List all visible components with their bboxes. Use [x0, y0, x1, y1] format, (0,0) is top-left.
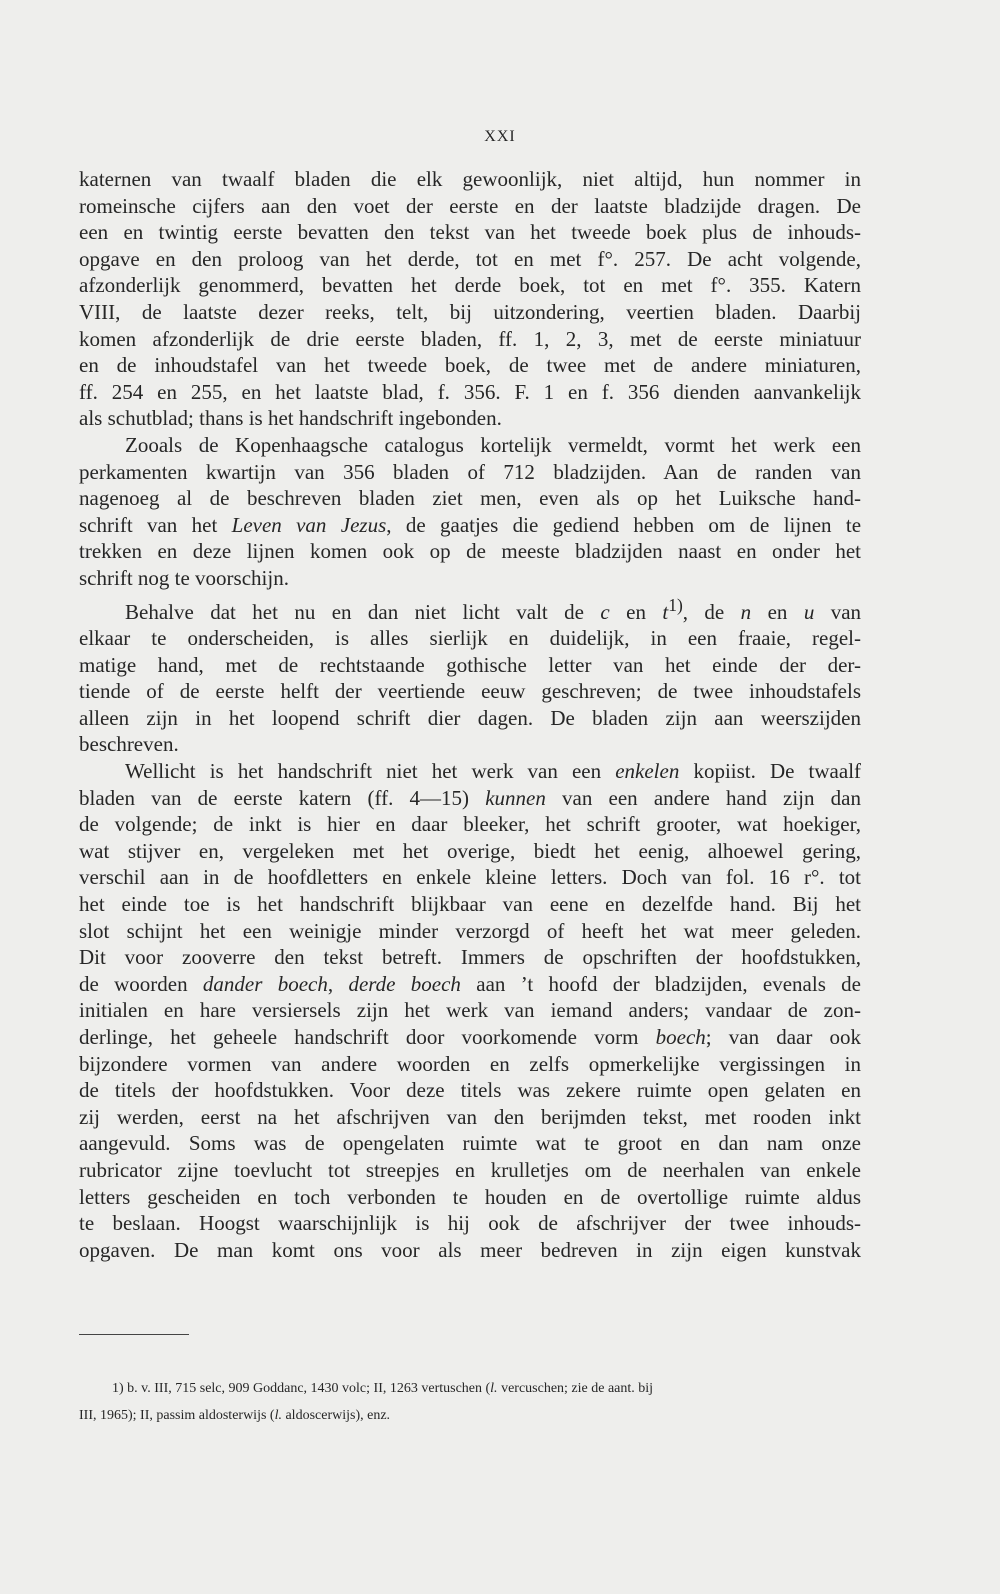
text-segment: ; van daar ook	[705, 1025, 862, 1049]
text-segment: derlinge, het geheele handschrift door voorkomende vorm	[79, 1025, 639, 1049]
text-line: afzonderlijk genommerd, bevatten het derde boek, tot en met f°. 355. Katern	[79, 273, 861, 298]
italic-word: kunnen	[485, 785, 546, 810]
text-segment: aldoscerwijs), enz.	[285, 1408, 391, 1423]
text-line: wat stijver en, vergeleken met het overige, biedt het eenig, alhoewel gering,	[79, 838, 861, 863]
text-line: bijzondere vormen van andere woorden en zelfs opmerkelijke vergissingen in	[79, 1051, 861, 1076]
text-line	[79, 1024, 861, 1051]
text-segment: Behalve dat het nu en dan niet licht valt de	[125, 599, 584, 624]
italic-title: Leven van Jezus	[231, 512, 387, 537]
text-segment: bladen van de eerste katern (ff. 4—15)	[79, 785, 469, 810]
text-line: Dit voor zooverre den tekst betreft. Immers de opschriften der hoofdstukken,	[79, 945, 861, 970]
italic-word: dander boech	[202, 971, 328, 996]
italic-letter: t	[662, 599, 669, 624]
footnote-separator	[79, 1334, 189, 1335]
text-line: tiende of de eerste helft der veertiende eeuw geschreven; de twee inhoudstafels	[79, 679, 861, 704]
text-segment: III, 1965); II, passim aldosterwijs (	[79, 1408, 275, 1423]
footnotes	[79, 1375, 861, 1429]
text-line: beschreven.	[79, 732, 179, 757]
text-segment: en	[767, 599, 788, 624]
text-line: slot schijnt het een weinigje minder verzorgd of heeft het wat meer geleden.	[79, 918, 861, 943]
italic-letter: c	[600, 599, 610, 624]
text-segment: Wellicht is het handschrift niet het werk van een	[125, 759, 602, 784]
italic-word: boech	[655, 1025, 706, 1049]
body-text	[79, 166, 861, 1263]
text-line: alleen zijn in het loopend schrift dier dagen. De bladen zijn aan weerszijden	[79, 705, 861, 730]
text-line	[79, 758, 861, 785]
text-line: romeinsche cijfers aan den voet der eerste en der laatste bladzijde dragen. De	[79, 193, 861, 218]
text-line: zij werden, eerst na het afschrijven van den berijmden tekst, met rooden inkt	[79, 1104, 861, 1129]
text-segment: 1) b. v. III, 715 selc, 909 Goddanc, 1430 volc; II, 1263 vertuschen (	[112, 1381, 491, 1396]
text-segment: , de	[682, 599, 725, 624]
text-line	[79, 592, 861, 626]
italic-abbrev: l.	[490, 1381, 498, 1396]
text-line: Zooals de Kopenhaagsche catalogus kortelijk vermeldt, vormt het werk een	[125, 432, 861, 457]
text-line: trekken en deze lijnen komen ook op de meeste bladzijden naast en onder het	[79, 539, 861, 564]
text-line: aangevuld. Soms was de opengelaten ruimte wat te groot en dan nam onze	[79, 1131, 861, 1156]
text-line: en de inhoudstafel van het tweede boek, de twee met de andere miniaturen,	[79, 353, 861, 378]
text-line: matige hand, met de rechtstaande gothische letter van het einde der der-	[79, 652, 861, 677]
text-line: een en twintig eerste bevatten den tekst van het tweede boek plus de inhouds-	[79, 220, 861, 245]
footnote-ref: 1)	[668, 594, 683, 615]
footnote-line	[79, 1375, 861, 1402]
text-line: komen afzonderlijk de drie eerste bladen, ff. 1, 2, 3, met de eerste miniatuur	[79, 326, 861, 351]
text-line: opgaven. De man komt ons voor als meer bedreven in zijn eigen kunstvak	[79, 1237, 861, 1262]
text-segment: vercuschen; zie de aant. bij	[501, 1381, 654, 1396]
text-line: elkaar te onderscheiden, is alles sierlijk en duidelijk, in een fraaie, regel-	[79, 626, 861, 651]
page-number: XXI	[484, 128, 516, 145]
text-segment: van	[830, 599, 862, 624]
text-line: de titels der hoofdstukken. Voor deze titels was zekere ruimte open gelaten en	[79, 1078, 861, 1103]
text-line: verschil aan in de hoofdletters en enkele kleine letters. Doch van fol. 16 r°. tot	[79, 865, 861, 890]
text-line: perkamenten kwartijn van 356 bladen of 712 bladzijden. Aan de randen van	[79, 459, 861, 484]
text-segment: de woorden	[79, 971, 188, 996]
text-line: katernen van twaalf bladen die elk gewoonlijk, niet altijd, hun nommer in	[79, 167, 861, 191]
text-line: rubricator zijne toevlucht tot streepjes en krulletjes om de neerhalen van enkele	[79, 1157, 861, 1182]
text-line: initialen en hare versiersels zijn het werk van iemand anders; vandaar de zon-	[79, 998, 861, 1023]
text-segment: aan ’t hoofd der bladzijden, evenals de	[476, 971, 862, 996]
footnote-line	[79, 1402, 861, 1429]
italic-letter: u	[803, 599, 815, 624]
text-line: als schutblad; thans is het handschrift ingebonden.	[79, 406, 502, 431]
text-line	[79, 512, 861, 539]
text-segment: schrift van het	[79, 512, 218, 537]
text-line: de volgende; de inkt is hier en daar bleeker, het schrift grooter, wat hoekiger,	[79, 812, 861, 837]
italic-word: derde boech	[348, 971, 461, 996]
text-line: opgave en den proloog van het derde, tot en met f°. 257. De acht volgende,	[79, 246, 861, 271]
text-line: schrift nog te voorschijn.	[79, 565, 289, 590]
text-line: ff. 254 en 255, en het laatste blad, f. 356. F. 1 en f. 356 dienden aanvankelijk	[79, 379, 861, 404]
text-line: het einde toe is het handschrift blijkbaar van eene en dezelfde hand. Bij het	[79, 892, 861, 917]
italic-word: enkelen	[615, 759, 680, 784]
text-line: nagenoeg al de beschreven bladen ziet men, even als op het Luiksche hand-	[79, 486, 861, 511]
text-line: te beslaan. Hoogst waarschijnlijk is hij ook de afschrijver der twee inhouds-	[79, 1211, 861, 1236]
text-line: VIII, de laatste dezer reeks, telt, bij uitzondering, veertien bladen. Daarbij	[79, 299, 861, 324]
italic-letter: n	[740, 599, 752, 624]
text-segment: , de gaatjes die gediend hebben om de lijnen te	[386, 512, 862, 537]
text-line	[79, 785, 861, 812]
text-segment: kopiist. De twaalf	[693, 759, 862, 784]
text-segment: en	[626, 599, 646, 624]
text-line	[79, 971, 861, 998]
text-line: letters gescheiden en toch verbonden te houden en de overtollige ruimte aldus	[79, 1184, 861, 1209]
text-segment: ,	[327, 971, 334, 996]
italic-abbrev: l.	[274, 1408, 282, 1423]
text-segment: van een andere hand zijn dan	[562, 785, 861, 810]
